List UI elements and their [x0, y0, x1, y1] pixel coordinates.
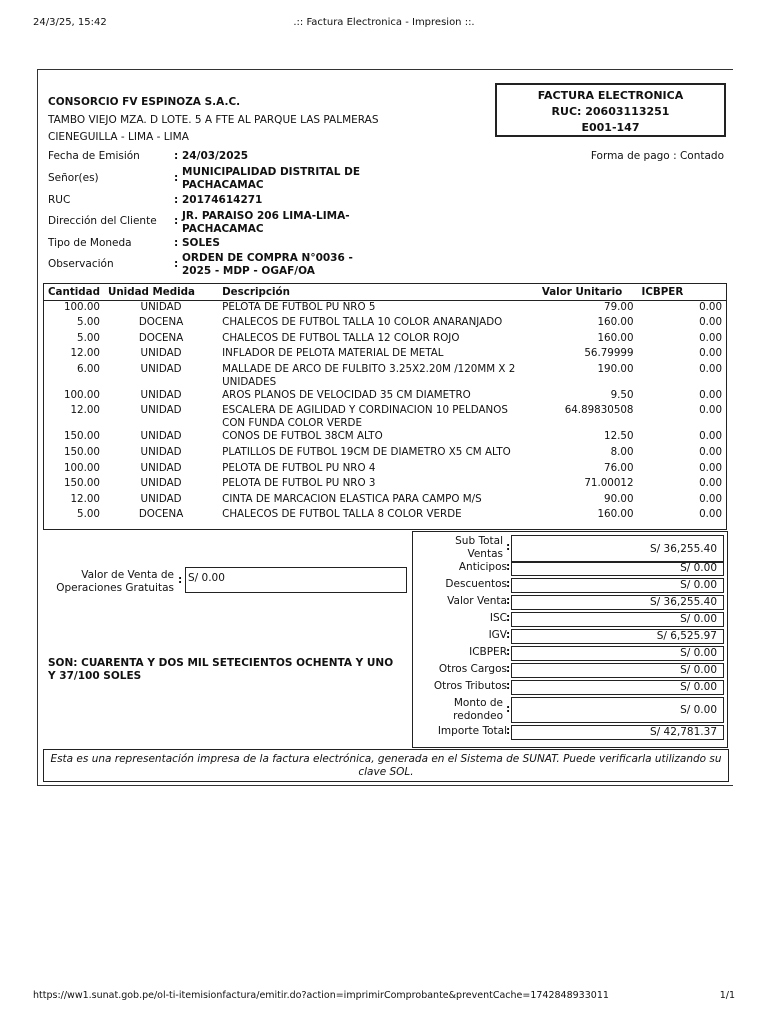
cell-descripcion: CONOS DE FUTBOL 38CM ALTO	[222, 430, 383, 443]
cell-cantidad: 12.00	[70, 404, 100, 417]
cell-icbper: 0.00	[699, 430, 722, 443]
colon: :	[174, 150, 179, 162]
colon: :	[506, 629, 511, 641]
cell-descripcion: CHALECOS DE FUTBOL TALLA 12 COLOR ROJO	[222, 331, 460, 344]
cell-unidad: UNIDAD	[140, 477, 182, 490]
cell-unidad: UNIDAD	[140, 461, 182, 474]
ruc-value: 20174614271	[182, 194, 263, 206]
table-row	[44, 404, 726, 430]
cell-unidad: UNIDAD	[140, 430, 182, 443]
totals-value: S/ 6,525.97	[511, 629, 724, 644]
table-row	[44, 363, 726, 389]
header-descripcion: Descripción	[218, 284, 538, 301]
cell-icbper: 0.00	[699, 331, 722, 344]
colon: :	[506, 541, 511, 553]
colon: :	[506, 561, 511, 573]
totals-label: Sub Total Ventas	[455, 535, 503, 560]
cell-cantidad: 5.00	[77, 316, 100, 329]
cell-unidad: UNIDAD	[140, 301, 182, 313]
totals-value: S/ 0.00	[511, 646, 724, 661]
cell-unidad: UNIDAD	[140, 362, 182, 375]
cell-unidad: UNIDAD	[140, 388, 182, 401]
print-url: https://ww1.sunat.gob.pe/ol-ti-itemisionfactura/emitir.do?action=imprimirComprobante&preventCache=1742848933011	[33, 990, 609, 1001]
cell-cantidad: 150.00	[63, 477, 100, 490]
moneda-label: Tipo de Moneda	[48, 237, 132, 249]
colon: :	[506, 612, 511, 624]
header-valor-unitario: Valor Unitario	[538, 284, 638, 301]
cell-descripcion: PLATILLOS DE FUTBOL 19CM DE DIAMETRO X5 CM ALTO	[222, 446, 511, 459]
colon: :	[174, 172, 179, 184]
totals-label: ICBPER	[469, 646, 507, 658]
cell-icbper: 0.00	[699, 492, 722, 505]
cell-icbper: 0.00	[699, 316, 722, 329]
totals-value: S/ 0.00	[511, 578, 724, 593]
senor-label: Señor(es)	[48, 172, 99, 184]
totals-value: S/ 42,781.37	[511, 725, 724, 740]
company-address: TAMBO VIEJO MZA. D LOTE. 5 A FTE AL PARQUE LAS PALMERAS	[48, 114, 379, 126]
table-header-row	[44, 284, 726, 301]
totals-label: Otros Cargos	[438, 663, 507, 675]
colon: :	[506, 680, 511, 692]
totals-value: S/ 0.00	[511, 612, 724, 627]
table-row	[44, 493, 726, 509]
cell-descripcion: PELOTA DE FUTBOL PU NRO 3	[222, 477, 376, 490]
print-title: .:: Factura Electronica - Impresion ::.	[293, 17, 475, 28]
table-row	[44, 508, 726, 524]
cell-descripcion: INFLADOR DE PELOTA MATERIAL DE METAL	[222, 347, 444, 360]
table-row	[44, 477, 726, 493]
direccion-value: JR. PARAISO 206 LIMA-LIMA-PACHACAMAC	[182, 210, 350, 235]
colon: :	[174, 258, 179, 270]
cell-descripcion: AROS PLANOS DE VELOCIDAD 35 CM DIAMETRO	[222, 388, 471, 401]
totals-label: Descuentos	[445, 578, 507, 590]
fecha-value: 24/03/2025	[182, 150, 249, 162]
company-info	[48, 96, 378, 148]
cell-icbper: 0.00	[699, 508, 722, 521]
totals-value: S/ 0.00	[511, 561, 724, 576]
cell-icbper: 0.00	[699, 362, 722, 375]
cell-icbper: 0.00	[699, 461, 722, 474]
table-row	[44, 332, 726, 348]
cell-unidad: UNIDAD	[140, 404, 182, 417]
cell-icbper: 0.00	[699, 347, 722, 360]
totals-label: IGV	[488, 629, 507, 641]
colon: :	[506, 663, 511, 675]
obs-label: Observación	[48, 258, 114, 270]
table-row	[44, 430, 726, 446]
totals-label: Otros Tributos	[433, 680, 507, 692]
cell-cantidad: 100.00	[63, 301, 100, 313]
cell-cantidad: 5.00	[77, 508, 100, 521]
senor-value: MUNICIPALIDAD DISTRITAL DE PACHACAMAC	[182, 166, 360, 191]
totals-value: S/ 36,255.40	[511, 595, 724, 610]
colon: :	[506, 646, 511, 658]
totals-label: Valor Venta	[447, 595, 507, 607]
totals-label: Monto de redondeo	[453, 697, 503, 722]
cell-valor-unitario: 71.00012	[584, 477, 634, 490]
table-row	[44, 316, 726, 332]
cell-valor-unitario: 160.00	[597, 316, 634, 329]
totals-box	[412, 531, 728, 748]
cell-valor-unitario: 190.00	[597, 362, 634, 375]
cell-descripcion: ESCALERA DE AGILIDAD Y CORDINACION 10 PELDANOS CON FUNDA COLOR VERDE	[222, 404, 508, 430]
document-number: E001-147	[581, 121, 640, 134]
cell-descripcion: PELOTA DE FUTBOL PU NRO 4	[222, 461, 376, 474]
print-pages: 1/1	[719, 990, 735, 1001]
colon: :	[174, 237, 179, 249]
cell-valor-unitario: 160.00	[597, 508, 634, 521]
header-cantidad: Cantidad	[44, 284, 104, 301]
cell-valor-unitario: 9.50	[610, 388, 634, 401]
cell-valor-unitario: 160.00	[597, 331, 634, 344]
cell-icbper: 0.00	[699, 477, 722, 490]
totals-value: S/ 0.00	[511, 663, 724, 678]
table-row	[44, 347, 726, 363]
cell-icbper: 0.00	[699, 404, 722, 417]
document-type: FACTURA ELECTRONICA	[537, 89, 684, 102]
invoice	[37, 69, 733, 786]
print-date: 24/3/25, 15:42	[33, 17, 107, 28]
moneda-value: SOLES	[182, 237, 220, 249]
table-row	[44, 301, 726, 317]
cell-unidad: UNIDAD	[140, 347, 182, 360]
cell-descripcion: PELOTA DE FUTBOL PU NRO 5	[222, 301, 376, 313]
table-row	[44, 446, 726, 462]
fecha-label: Fecha de Emisión	[48, 150, 140, 162]
cell-icbper: 0.00	[699, 446, 722, 459]
print-header	[33, 17, 735, 31]
cell-unidad: DOCENA	[138, 508, 184, 521]
colon: :	[178, 574, 183, 586]
table-row	[44, 389, 726, 405]
cell-unidad: UNIDAD	[140, 446, 182, 459]
colon: :	[174, 215, 179, 227]
colon: :	[506, 595, 511, 607]
cell-cantidad: 150.00	[63, 430, 100, 443]
cell-unidad: DOCENA	[138, 331, 184, 344]
colon: :	[506, 725, 511, 737]
colon: :	[506, 578, 511, 590]
cell-valor-unitario: 12.50	[604, 430, 634, 443]
cell-unidad: UNIDAD	[140, 492, 182, 505]
colon: :	[506, 703, 511, 715]
cell-valor-unitario: 8.00	[610, 446, 634, 459]
items-table	[43, 283, 727, 530]
gratuitas-label: Valor de Venta de Operaciones Gratuitas	[56, 569, 174, 594]
cell-valor-unitario: 76.00	[604, 461, 634, 474]
ruc-label: RUC	[48, 194, 71, 206]
totals-value: S/ 0.00	[511, 697, 724, 723]
totals-label: Importe Total	[437, 725, 507, 737]
cell-cantidad: 100.00	[63, 388, 100, 401]
obs-value: ORDEN DE COMPRA N°0036 - 2025 - MDP - OGAF/OA	[182, 252, 353, 277]
cell-cantidad: 5.00	[77, 331, 100, 344]
cell-cantidad: 150.00	[63, 446, 100, 459]
document-ruc: RUC: 20603113251	[551, 105, 670, 118]
cell-unidad: DOCENA	[138, 316, 184, 329]
cell-cantidad: 12.00	[70, 492, 100, 505]
forma-pago: Forma de pago : Contado	[590, 150, 724, 162]
company-district: CIENEGUILLA - LIMA - LIMA	[48, 131, 189, 143]
cell-valor-unitario: 79.00	[604, 301, 634, 313]
header-icbper: ICBPER	[638, 284, 727, 301]
cell-valor-unitario: 64.89830508	[564, 404, 634, 417]
cell-valor-unitario: 90.00	[604, 492, 634, 505]
header-unidad: Unidad Medida	[104, 284, 218, 301]
cell-valor-unitario: 56.79999	[584, 347, 634, 360]
cell-descripcion: CHALECOS DE FUTBOL TALLA 8 COLOR VERDE	[222, 508, 462, 521]
totals-value: S/ 0.00	[511, 680, 724, 695]
direccion-label: Dirección del Cliente	[48, 215, 157, 227]
cell-cantidad: 100.00	[63, 461, 100, 474]
cell-descripcion: CHALECOS DE FUTBOL TALLA 10 COLOR ANARANJADO	[222, 316, 503, 329]
disclaimer: Esta es una representación impresa de la factura electrónica, generada en el Sistema de SUNAT. Puede verificarla utilizando su clave SOL.	[43, 749, 729, 782]
totals-label: ISC	[489, 612, 507, 624]
cell-icbper: 0.00	[699, 388, 722, 401]
table-row	[44, 462, 726, 478]
cell-descripcion: MALLADE DE ARCO DE FULBITO 3.25X2.20M /120MM X 2 UNIDADES	[222, 362, 516, 388]
cell-descripcion: CINTA DE MARCACION ELASTICA PARA CAMPO M/S	[222, 492, 482, 505]
company-name: CONSORCIO FV ESPINOZA S.A.C.	[48, 96, 241, 108]
print-footer	[33, 990, 735, 1004]
colon: :	[174, 194, 179, 206]
totals-label: Anticipos	[458, 561, 507, 573]
cell-cantidad: 12.00	[70, 347, 100, 360]
cell-cantidad: 6.00	[77, 362, 100, 375]
cell-icbper: 0.00	[699, 301, 722, 313]
gratuitas-value: S/ 0.00	[185, 567, 407, 593]
amount-in-words: SON: CUARENTA Y DOS MIL SETECIENTOS OCHENTA Y UNO Y 37/100 SOLES	[48, 657, 394, 682]
document-box	[495, 83, 726, 137]
totals-value: S/ 36,255.40	[511, 535, 724, 563]
